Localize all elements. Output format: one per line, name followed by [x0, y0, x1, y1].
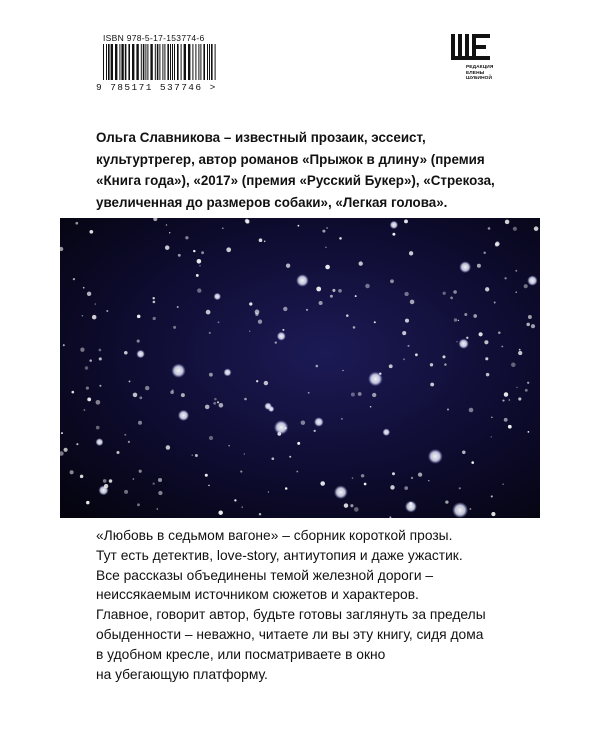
blurb-text [96, 526, 516, 684]
author-bio: Ольга Славникова – известный прозаик, эссеист, культуртрегер, автор романов «Прыжок в длину» (премия «Книга года»), «2017» (премия «Русский Букер»), «Стрекоза, увеличенная до размеров собаки», «Легкая голова». [96, 130, 495, 210]
snowfall-night-photo [60, 218, 540, 518]
barcode-digits: 9 785171 537746 > [96, 82, 217, 93]
blurb-line: неиссякаемым источником сюжетов и характеров. [96, 587, 419, 603]
blurb-line: в удобном кресле, или посматриваете в окно [96, 646, 386, 662]
blurb-line: обыденности – неважно, читаете ли вы эту книгу, сидя дома [96, 626, 484, 642]
blurb-line: «Любовь в седьмом вагоне» – сборник короткой прозы. [96, 528, 453, 543]
publisher-caption-line-2: ЕЛЕНЫ ШУБИНОЙ [466, 70, 493, 81]
barcode [103, 44, 216, 80]
publisher-caption-line-1: РЕДАКЦИЯ [466, 65, 494, 70]
publisher-caption [466, 65, 506, 82]
blurb-line: Тут есть детектив, love-story, антиутопия и даже ужастик. [96, 547, 463, 563]
blurb-line: на убегающую платформу. [96, 666, 268, 682]
isbn-label: ISBN 978-5-17-153774-6 [103, 33, 205, 43]
blurb-line: Все рассказы объединены темой железной дороги – [96, 567, 434, 583]
blurb-line: Главное, говорит автор, будьте готовы заглянуть за пределы [96, 607, 486, 623]
